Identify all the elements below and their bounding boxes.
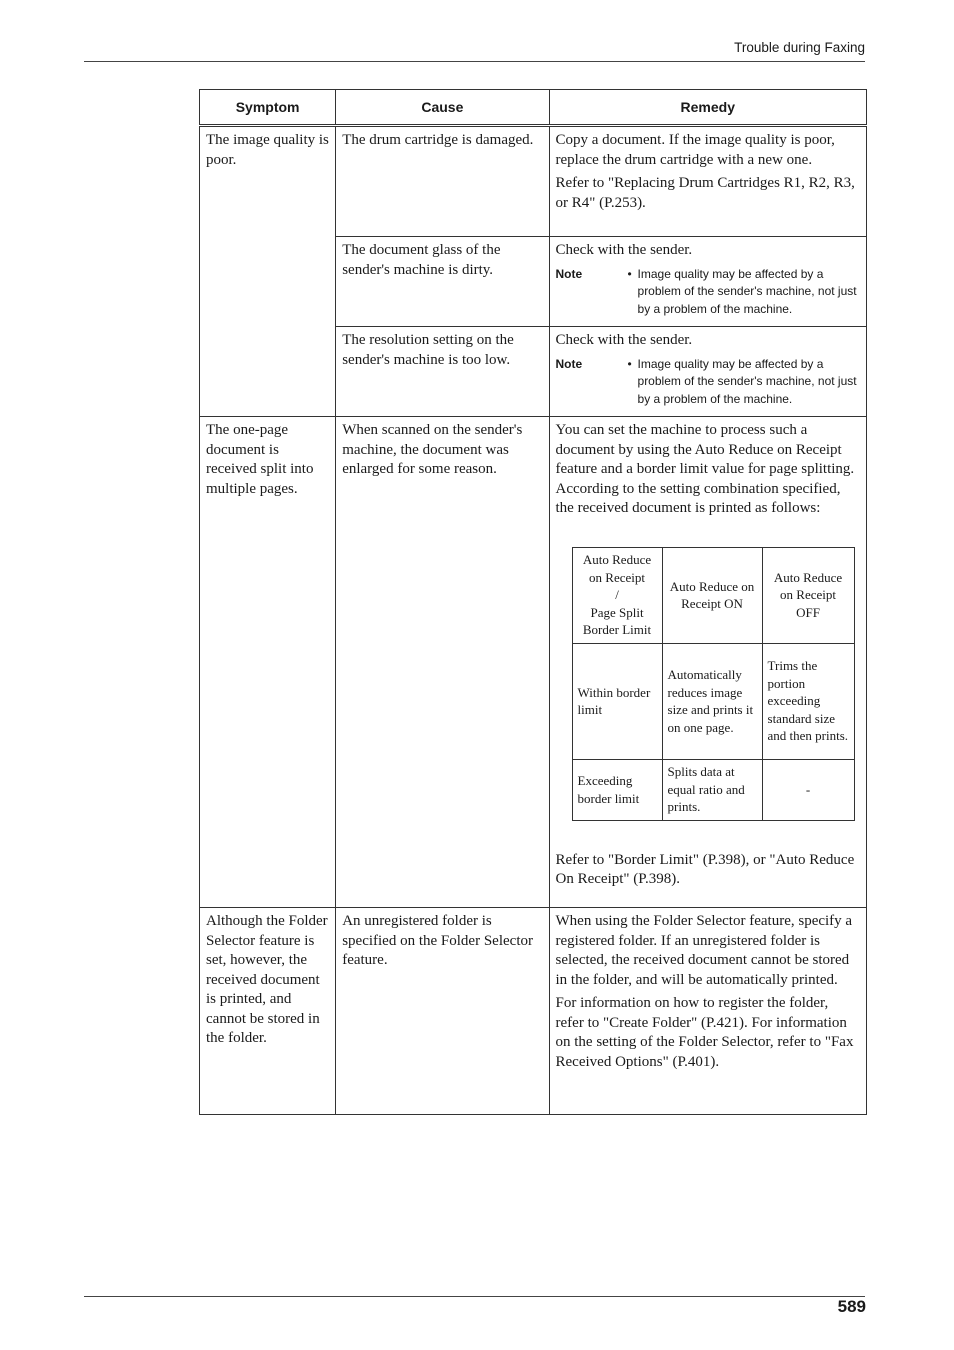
remedy-cell [549, 237, 866, 327]
header-rule [84, 61, 865, 62]
inner-cell: Splits data at equal ratio and prints. [662, 759, 762, 820]
note [556, 266, 860, 319]
remedy-text: Check with the sender. [555, 242, 693, 258]
note [556, 356, 860, 409]
table-row [200, 417, 867, 908]
remedy-text: Refer to "Replacing Drum Cartridges R1, R2, R3, or R4" (P.253). [555, 175, 855, 211]
troubleshooting-table [199, 89, 867, 1115]
symptom-cell: The image quality is poor. [200, 126, 336, 417]
remedy-text: Check with the sender. [555, 332, 693, 348]
inner-row [572, 643, 854, 759]
print-behavior-table [572, 547, 855, 821]
section-title: Trouble during Faxing [734, 40, 865, 55]
remedy-text: When using the Folder Selector feature, specify a registered folder. If an unregistered folder is selected, the received document cannot be stored in the folder, and will be automatically printed. [555, 913, 853, 988]
symptom-cell: Although the Folder Selector feature is set, however, the received document is printed, and cannot be stored in the folder. [200, 908, 336, 1115]
remedy-cell [549, 327, 866, 417]
cause-cell: The document glass of the sender's machine is dirty. [336, 237, 549, 327]
remedy-text: For information on how to register the folder, refer to "Create Folder" (P.421). For information on the setting of the Folder Selector, refer to "Fax Received Options" (P.401). [555, 995, 854, 1070]
inner-cell: - [762, 759, 854, 820]
header-symptom: Symptom [200, 90, 336, 126]
remedy-cell [549, 417, 866, 908]
inner-header-corner [572, 547, 662, 643]
symptom-cell: The one-page document is received split into multiple pages. [200, 417, 336, 908]
page-number: 589 [837, 1297, 866, 1316]
bullet-icon: • [627, 356, 632, 371]
table-row [200, 908, 867, 1115]
cause-cell: The resolution setting on the sender's machine is too low. [336, 327, 549, 417]
cause-cell: When scanned on the sender's machine, the document was enlarged for some reason. [336, 417, 549, 908]
header-cause: Cause [336, 90, 549, 126]
note-text: Image quality may be affected by a problem of the sender's machine, not just by a problem of the machine. [637, 266, 857, 316]
table-header-row [200, 90, 867, 126]
cause-cell: An unregistered folder is specified on the Folder Selector feature. [336, 908, 549, 1115]
note-body [628, 266, 860, 319]
note-text: Image quality may be affected by a problem of the sender's machine, not just by a problem of the machine. [637, 356, 857, 406]
footer-rule [84, 1296, 865, 1297]
corner-label-bottom: Page Split Border Limit [582, 604, 652, 638]
inner-cell: Trims the portion exceeding standard size and then prints. [762, 643, 854, 759]
inner-header-row [572, 547, 854, 643]
corner-label-top: Auto Reduce on Receipt [582, 552, 652, 585]
table-row [200, 126, 867, 237]
remedy-cell [549, 126, 866, 237]
note-label: Note [555, 266, 583, 281]
note-body [628, 356, 860, 409]
cause-cell: The drum cartridge is damaged. [336, 126, 549, 237]
inner-header-off: Auto Reduce on Receipt OFF [762, 547, 854, 643]
inner-row-label: Within border limit [572, 643, 662, 759]
remedy-text: Copy a document. If the image quality is poor, replace the drum cartridge with a new one. [555, 132, 835, 168]
inner-row-label: Exceeding border limit [572, 759, 662, 820]
remedy-text: Refer to "Border Limit" (P.398), or "Auto Reduce On Receipt" (P.398). [555, 851, 855, 887]
bullet-icon: • [627, 266, 632, 281]
inner-row [572, 759, 854, 820]
remedy-cell [549, 908, 866, 1115]
inner-header-on: Auto Reduce on Receipt ON [662, 547, 762, 643]
remedy-text: You can set the machine to process such a document by using the Auto Reduce on Receipt feature and a border limit value for page splitting. According to the setting combination specified, the received document is printed as follows: [555, 422, 855, 516]
header-remedy: Remedy [549, 90, 866, 126]
inner-cell: Automatically reduces image size and prints it on one page. [662, 643, 762, 759]
note-label: Note [555, 356, 583, 371]
corner-slash: / [615, 587, 619, 603]
